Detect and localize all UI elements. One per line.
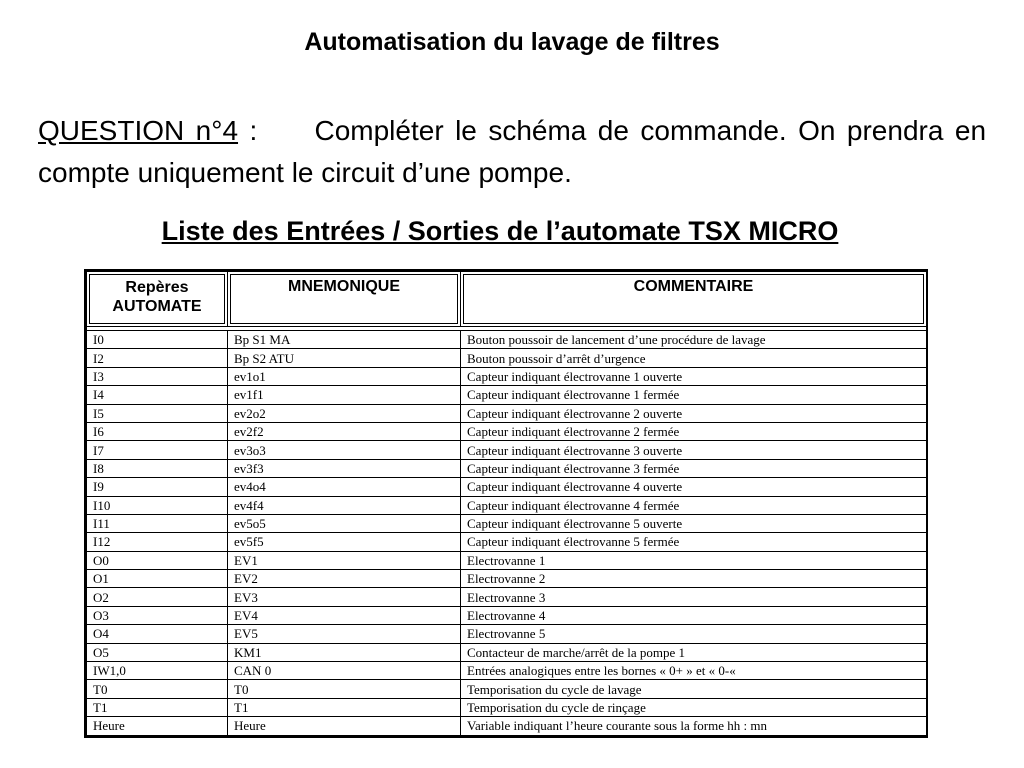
table-row [87,625,927,643]
repere-cell: I11 [87,514,228,532]
table-row [87,643,927,661]
repere-cell: I7 [87,441,228,459]
commentaire-cell: Capteur indiquant électrovanne 5 fermée [461,533,927,551]
header-reperes-automate [87,272,228,327]
commentaire-cell: Capteur indiquant électrovanne 4 fermée [461,496,927,514]
repere-cell: I6 [87,422,228,440]
table-row [87,551,927,569]
page-title: Automatisation du lavage de filtres [304,28,720,56]
repere-cell: I9 [87,478,228,496]
commentaire-cell: Capteur indiquant électrovanne 1 fermée [461,386,927,404]
table-row [87,386,927,404]
mnemonique-cell: EV1 [228,551,461,569]
table-row [87,698,927,716]
table-row [87,422,927,440]
table-row [87,680,927,698]
table-row [87,496,927,514]
table-row [87,367,927,385]
table-row [87,349,927,367]
mnemonique-cell: ev4o4 [228,478,461,496]
repere-cell: I2 [87,349,228,367]
commentaire-cell: Entrées analogiques entre les bornes « 0+ » et « 0-« [461,662,927,680]
commentaire-cell: Capteur indiquant électrovanne 2 fermée [461,422,927,440]
question-text: Compléter le schéma de commande. On prendra en compte uniquement le circuit d’une pompe. [38,115,987,188]
repere-cell: I0 [87,331,228,349]
repere-cell: O5 [87,643,228,661]
commentaire-cell: Capteur indiquant électrovanne 3 fermée [461,459,927,477]
commentaire-cell: Capteur indiquant électrovanne 2 ouverte [461,404,927,422]
repere-cell: O1 [87,570,228,588]
repere-cell: I5 [87,404,228,422]
mnemonique-cell: ev3f3 [228,459,461,477]
commentaire-cell: Capteur indiquant électrovanne 5 ouverte [461,514,927,532]
mnemonique-cell: ev1f1 [228,386,461,404]
mnemonique-cell: EV3 [228,588,461,606]
mnemonique-cell: T1 [228,698,461,716]
repere-cell: I12 [87,533,228,551]
header-col1-line2: AUTOMATE [112,298,202,315]
repere-cell: IW1,0 [87,662,228,680]
table-row [87,441,927,459]
commentaire-cell: Bouton poussoir d’arrêt d’urgence [461,349,927,367]
table-row [87,606,927,624]
repere-cell: I10 [87,496,228,514]
mnemonique-cell: ev2o2 [228,404,461,422]
mnemonique-cell: ev1o1 [228,367,461,385]
commentaire-cell: Electrovanne 5 [461,625,927,643]
table-row [87,717,927,735]
mnemonique-cell: EV4 [228,606,461,624]
mnemonique-cell: KM1 [228,643,461,661]
commentaire-cell: Temporisation du cycle de rinçage [461,698,927,716]
repere-cell: I4 [87,386,228,404]
repere-cell: T1 [87,698,228,716]
header-commentaire: COMMENTAIRE [461,272,927,327]
commentaire-cell: Variable indiquant l’heure courante sous la forme hh : mn [461,717,927,735]
repere-cell: I3 [87,367,228,385]
mnemonique-cell: CAN 0 [228,662,461,680]
table-row [87,662,927,680]
repere-cell: O3 [87,606,228,624]
mnemonique-cell: ev5f5 [228,533,461,551]
repere-cell: T0 [87,680,228,698]
mnemonique-cell: ev2f2 [228,422,461,440]
commentaire-cell: Contacteur de marche/arrêt de la pompe 1 [461,643,927,661]
mnemonique-cell: Heure [228,717,461,735]
table-row [87,459,927,477]
table-row [87,588,927,606]
question-paragraph [38,110,986,194]
commentaire-cell: Electrovanne 4 [461,606,927,624]
repere-cell: O4 [87,625,228,643]
commentaire-cell: Capteur indiquant électrovanne 1 ouverte [461,367,927,385]
repere-cell: O2 [87,588,228,606]
mnemonique-cell: EV5 [228,625,461,643]
commentaire-cell: Bouton poussoir de lancement d’une procédure de lavage [461,331,927,349]
commentaire-cell: Capteur indiquant électrovanne 4 ouverte [461,478,927,496]
io-table-container [84,269,928,738]
repere-cell: I8 [87,459,228,477]
mnemonique-cell: ev3o3 [228,441,461,459]
mnemonique-cell: EV2 [228,570,461,588]
repere-cell: O0 [87,551,228,569]
table-row [87,478,927,496]
commentaire-cell: Electrovanne 1 [461,551,927,569]
table-row [87,570,927,588]
table-row [87,514,927,532]
mnemonique-cell: ev5o5 [228,514,461,532]
mnemonique-cell: Bp S1 MA [228,331,461,349]
commentaire-cell: Electrovanne 3 [461,588,927,606]
table-row [87,331,927,349]
table-row [87,404,927,422]
commentaire-cell: Temporisation du cycle de lavage [461,680,927,698]
commentaire-cell: Capteur indiquant électrovanne 3 ouverte [461,441,927,459]
table-body [87,331,927,736]
question-label: QUESTION n°4 [38,115,239,146]
header-mnemonique: MNEMONIQUE [228,272,461,327]
table-row [87,533,927,551]
mnemonique-cell: T0 [228,680,461,698]
table-title: Liste des Entrées / Sorties de l’automate TSX MICRO [161,216,839,246]
question-separator: : [238,115,258,146]
repere-cell: Heure [87,717,228,735]
mnemonique-cell: Bp S2 ATU [228,349,461,367]
mnemonique-cell: ev4f4 [228,496,461,514]
header-col1-line1: Repères [125,279,189,296]
io-table [86,271,927,736]
commentaire-cell: Electrovanne 2 [461,570,927,588]
table-header-row [87,272,927,327]
